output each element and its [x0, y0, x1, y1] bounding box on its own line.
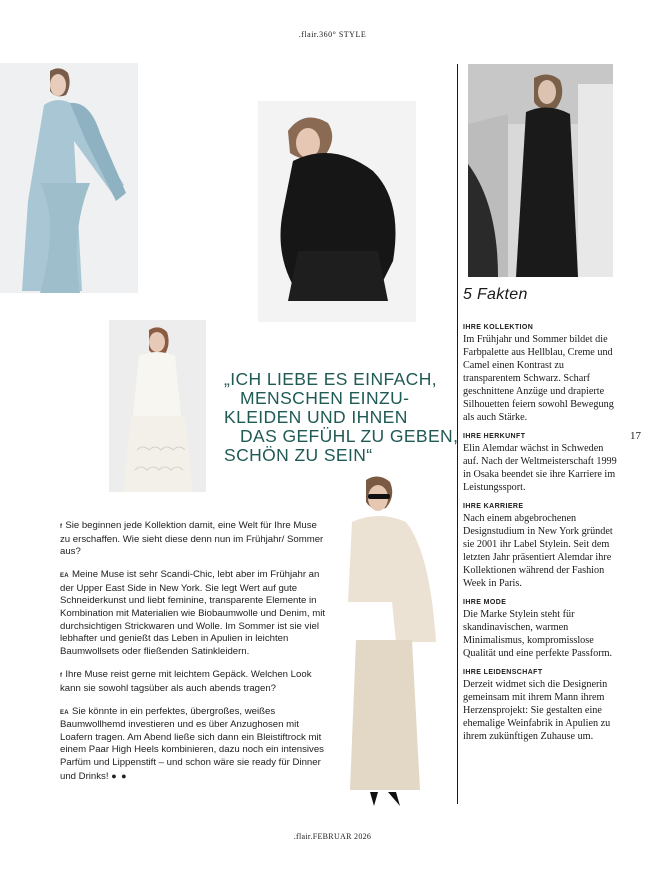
answer-marker: EA [60, 709, 69, 716]
fact-text: Nach einem abgebrochenen Designstudium in New York gründet sie 2001 ihr Label Stylein. Seit dem letzten Jahr präsentiert Alemdar ihre Kollektionen während der Fashion Week in Paris. [463, 513, 613, 589]
quote-line: MENSCHEN EINZU- [240, 388, 410, 408]
magazine-footer: .flair.FEBRUAR 2026 [293, 832, 372, 841]
fact-text: Derzeit widmet sich die Designerin gemeinsam mit ihrem Mann ihrem Herzensprojekt: Sie gestalten eine ehemalige Weinfabrik in Apulien zu ihrem zukünftigen Zuhause um. [463, 679, 611, 742]
fact-passion [463, 669, 621, 743]
question-text: Sie beginnen jede Kollektion damit, eine Welt für Ihre Muse zu erschaffen. Wie sieht diese denn nun im Frühjahr/ Sommer aus? [60, 520, 324, 558]
fact-text: Die Marke Stylein steht für skandinavischen, warmen Minimalismus, kompromisslose Qualität und eine perfekte Passform. [463, 609, 613, 659]
fact-fashion [463, 599, 621, 660]
question-text: Ihre Muse reist gerne mit leichtem Gepäck. Welchen Look kann sie sowohl tagsüber als auch abends tragen? [60, 668, 312, 694]
fact-heading: IHRE KOLLEKTION [463, 324, 534, 331]
fact-origin [463, 433, 621, 494]
quote-line: „ICH LIEBE ES EINFACH, [224, 369, 438, 389]
photo-designer-portrait [468, 64, 613, 277]
facts-title: 5 Fakten [463, 286, 528, 303]
quote-line: SCHÖN ZU SEIN“ [224, 445, 373, 465]
end-mark: ● ● [111, 770, 128, 781]
page-number: 17 [630, 430, 641, 442]
answer-marker: EA [60, 573, 69, 580]
interview-question [60, 669, 328, 695]
interview-answer [60, 706, 328, 784]
quote-line: KLEIDEN UND IHNEN [224, 407, 408, 427]
fact-text: Elin Alemdar wächst in Schweden auf. Nach der Weltmeisterschaft 1999 in Osaka beendet sie ihre Karriere im Leistungssport. [463, 443, 617, 493]
photo-white-lace-dress [109, 320, 206, 492]
interview-answer [60, 569, 328, 658]
quote-line: DAS GEFÜHL ZU GEBEN, [240, 426, 459, 446]
photo-cream-silk-set [330, 470, 442, 815]
question-marker: f [60, 672, 63, 679]
answer-text: Meine Muse ist sehr Scandi-Chic, lebt aber im Frühjahr an der Upper East Side in New York. Sie legt Wert auf gute Schneiderkunst und liebt feminine, transparente Elemente in Kombination mit Materialien wie Biobaumwolle und Denim, mit durchsichtigen Strickwaren und Wolle. Im Sommer ist sie viel lebhafter und genießt das Leben in Apulien in leichten Baumwollsets oder fließenden Satinkleidern. [60, 569, 326, 657]
facts-box [463, 286, 621, 752]
interview-question [60, 520, 328, 559]
fact-heading: IHRE MODE [463, 599, 507, 606]
magazine-header: .flair.360° STYLE [298, 30, 367, 39]
answer-text: Sie könnte in ein perfektes, übergroßes, weißes Baumwollhemd investieren und es über Anzughosen mit Loafern tragen. Am Abend ließe sich dann ein Bleistiftrock mit einem Paar High Heels kombinieren, dazu noch ein intensives Parfüm und Lippenstift – und schon wäre sie ready für Dinner und Drinks! [60, 705, 324, 782]
photo-blue-satin-dress [0, 63, 138, 293]
photo-black-knit-dress [258, 101, 416, 322]
fact-heading: IHRE LEIDENSCHAFT [463, 669, 543, 676]
question-marker: f [60, 524, 63, 530]
pull-quote [224, 369, 459, 465]
fact-text: Im Frühjahr und Sommer bildet die Farbpalette aus Hellblau, Creme und Camel einen Kontrast zu transparentem Schwarz. Scharf geschnittene Anzüge und drapierte Silhouetten feiern sowohl Bewegung als auch Stärke. [463, 334, 614, 423]
fact-heading: IHRE HERKUNFT [463, 433, 526, 440]
fact-career [463, 503, 621, 590]
fact-heading: IHRE KARRIERE [463, 503, 524, 510]
interview-text [60, 520, 328, 794]
fact-collection [463, 324, 621, 424]
